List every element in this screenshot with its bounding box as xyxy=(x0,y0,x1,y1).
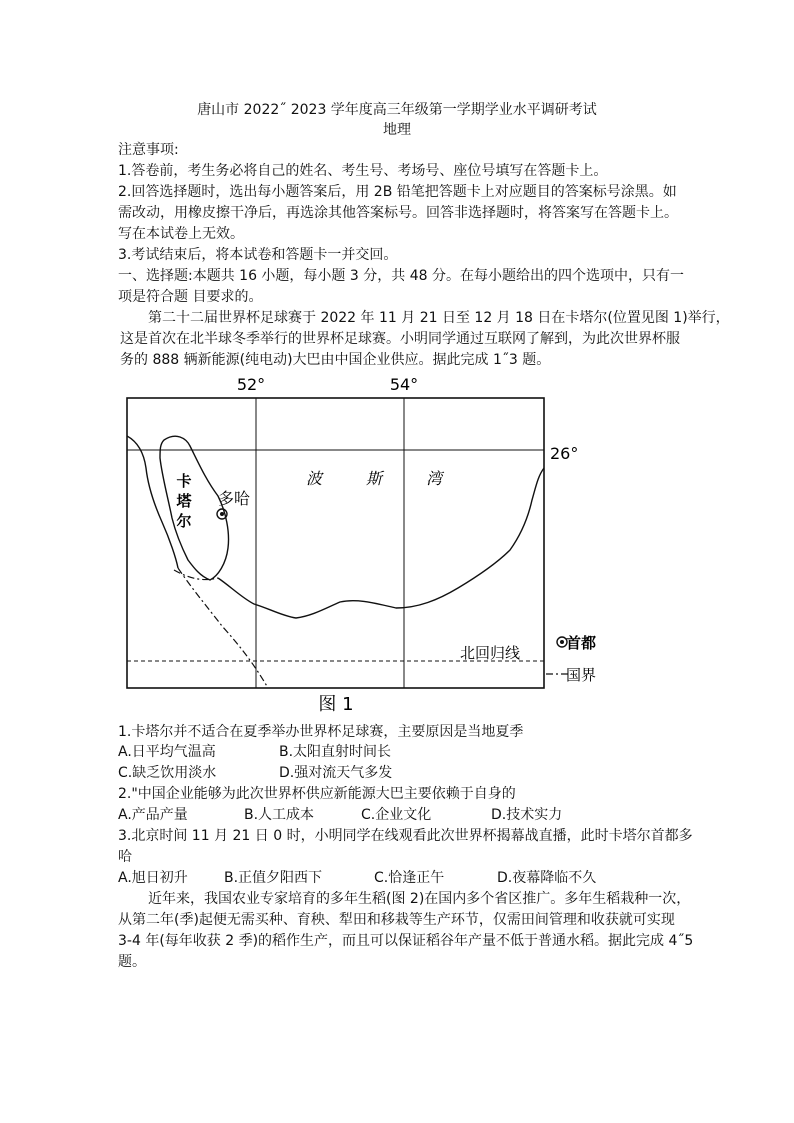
option-a: A.旭日初升 xyxy=(118,870,188,886)
figure-caption: 图 1 xyxy=(318,694,354,715)
tropic-label: 北回归线 xyxy=(460,644,521,662)
sea-label: 波 xyxy=(306,469,323,488)
section-heading: 一、选择题:本题共 16 小题，每小题 3 分，共 48 分。在每小题给出的四个选项中，只有一 xyxy=(118,268,684,284)
figure-1-map xyxy=(118,372,597,717)
notice-item: 写在本试卷上无效。 xyxy=(118,226,244,242)
exam-subject: 地理 xyxy=(383,122,411,138)
question-stem: 1.卡塔尔并不适合在夏季举办世界杯足球赛，主要原因是当地夏季 xyxy=(118,724,524,740)
option-c: C.企业文化 xyxy=(361,807,432,823)
option-b: B.正值夕阳西下 xyxy=(224,870,323,886)
passage-line: 3-4 年(每年收获 2 季)的稻作生产，而且可以保证稻谷年产量不低于普通水稻。据此完成 4˝5 xyxy=(118,933,694,949)
question-stem: 2."中国企业能够为此次世界杯供应新能源大巴主要依赖于自身的 xyxy=(118,786,516,802)
western-coastline xyxy=(127,436,178,568)
notice-item: 2.回答选择题时，选出每小题答案后，用 2B 铅笔把答题卡上对应题目的答案标号涂黑。如 xyxy=(118,184,677,200)
uae-coastline xyxy=(218,468,544,618)
notice-item: 3.考试结束后，将本试卷和答题卡一并交回。 xyxy=(118,247,398,263)
section-heading: 项是符合题 目要求的。 xyxy=(118,289,263,305)
lat-label-26: 26° xyxy=(550,444,579,463)
sea-label: 斯 xyxy=(366,469,383,488)
option-b: B.人工成本 xyxy=(244,807,315,823)
sea-label: 湾 xyxy=(426,469,443,488)
country-label: 尔 xyxy=(176,512,192,530)
passage-line: 从第二年(季)起便无需买种、育秧、犁田和移栽等生产环节，仅需田间管理和收获就可实现 xyxy=(118,912,675,928)
passage-line: 这是首次在北半球冬季举行的世界杯足球赛。小明同学通过互联网了解到，为此次世界杯服 xyxy=(120,331,680,347)
option-a: A.日平均气温高 xyxy=(118,744,216,760)
passage-line: 题。 xyxy=(118,954,146,970)
passage-line: 第二十二届世界杯足球赛于 2022 年 11 月 21 日至 12 月 18 日在卡塔尔(位置见图 1)举行， xyxy=(148,310,730,326)
notice-heading: 注意事项: xyxy=(118,142,179,158)
question-stem: 3.北京时间 11 月 21 日 0 时，小明同学在线观看此次世界杯揭幕战直播，此时卡塔尔首都多 xyxy=(118,828,693,844)
international-border xyxy=(178,568,268,688)
option-c: C.缺乏饮用淡水 xyxy=(118,765,217,781)
country-label: 塔 xyxy=(176,492,192,510)
country-label: 卡 xyxy=(176,472,192,490)
notice-item: 需改动，用橡皮擦干净后，再选涂其他答案标号。回答非选择题时，将答案写在答题卡上。 xyxy=(118,205,678,221)
capital-label: 多哈 xyxy=(218,489,251,508)
qatar-coastline xyxy=(160,436,229,580)
option-d: D.夜幕降临不久 xyxy=(497,870,597,886)
option-a: A.产品产量 xyxy=(118,807,188,823)
lon-label-54: 54° xyxy=(389,375,419,394)
option-d: D.强对流天气多发 xyxy=(279,765,393,781)
legend-capital-symbol-dot xyxy=(560,640,564,644)
legend-capital-label: 首都 xyxy=(566,634,597,652)
passage-line: 务的 888 辆新能源(纯电动)大巴由中国企业供应。据此完成 1˝3 题。 xyxy=(120,352,551,368)
lon-label-52: 52° xyxy=(236,375,266,394)
legend-border-label: 国界 xyxy=(566,666,597,684)
exam-title: 唐山市 2022˝ 2023 学年度高三年级第一学期学业水平调研考试 xyxy=(197,102,597,118)
option-d: D.技术实力 xyxy=(491,807,563,823)
passage-line: 近年来，我国农业专家培育的多年生稻(图 2)在国内多个省区推广。多年生稻栽种一次， xyxy=(148,891,691,907)
question-stem: 哈 xyxy=(118,849,132,865)
capital-symbol-dot xyxy=(220,512,224,516)
notice-item: 1.答卷前，考生务必将自己的姓名、考生号、考场号、座位号填写在答题卡上。 xyxy=(118,163,608,179)
option-c: C.恰逢正午 xyxy=(374,870,445,886)
option-b: B.太阳直射时间长 xyxy=(279,744,392,760)
